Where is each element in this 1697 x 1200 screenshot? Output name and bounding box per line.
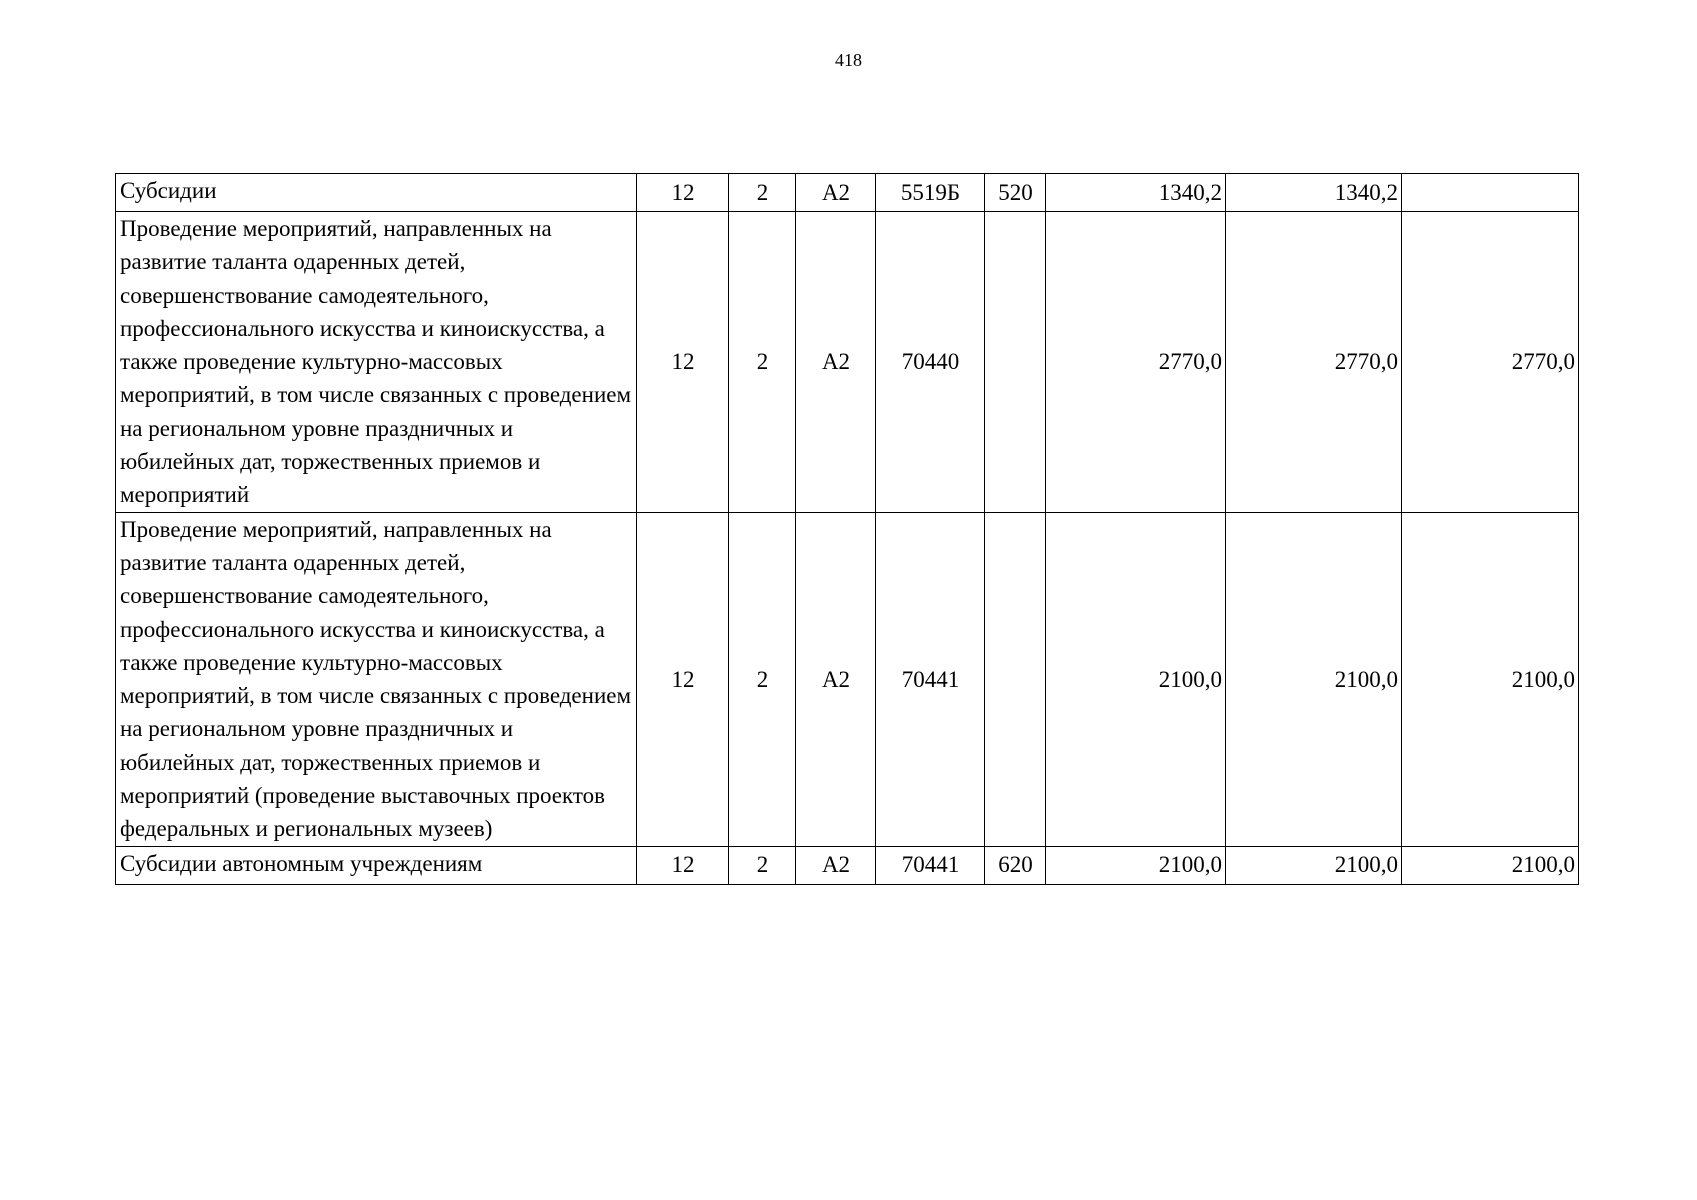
table-row [116, 846, 1579, 884]
sum3-cell: 2770,0 [1402, 212, 1579, 513]
table-row [116, 212, 1579, 513]
section-cell: 2 [729, 212, 796, 513]
chapter-cell: 12 [637, 512, 729, 846]
sum1-cell: 1340,2 [1046, 174, 1226, 212]
row-name-cell: Субсидии [116, 174, 637, 212]
sum3-cell: 2100,0 [1402, 846, 1579, 884]
code-cell: 70441 [876, 846, 985, 884]
sum2-cell: 1340,2 [1226, 174, 1402, 212]
sum2-cell: 2100,0 [1226, 512, 1402, 846]
row-name-cell: Проведение мероприятий, направленных на развитие таланта одаренных детей, совершенствование самодеятельного, профессионального искусства и киноискусства, а также проведение культурно-массовых мероприятий, в том числе связанных с проведением на региональном уровне праздничных и юбилейных дат, торжественных приемов и мероприятий [116, 212, 637, 513]
sum3-cell [1402, 174, 1579, 212]
code-cell: 5519Б [876, 174, 985, 212]
sum1-cell: 2100,0 [1046, 512, 1226, 846]
page-number: 418 [835, 50, 862, 70]
type-cell: 520 [985, 174, 1046, 212]
budget-table [115, 173, 1579, 885]
row-name-cell: Проведение мероприятий, направленных на развитие таланта одаренных детей, совершенствование самодеятельного, профессионального искусства и киноискусства, а также проведение культурно-массовых мероприятий, в том числе связанных с проведением на региональном уровне праздничных и юбилейных дат, торжественных приемов и мероприятий (проведение выставочных проектов федеральных и региональных музеев) [116, 512, 637, 846]
type-cell: 620 [985, 846, 1046, 884]
program-cell: А2 [796, 512, 876, 846]
sum1-cell: 2770,0 [1046, 212, 1226, 513]
program-cell: А2 [796, 846, 876, 884]
sum2-cell: 2770,0 [1226, 212, 1402, 513]
table-row [116, 512, 1579, 846]
section-cell: 2 [729, 512, 796, 846]
type-cell [985, 212, 1046, 513]
chapter-cell: 12 [637, 174, 729, 212]
sum2-cell: 2100,0 [1226, 846, 1402, 884]
code-cell: 70441 [876, 512, 985, 846]
type-cell [985, 512, 1046, 846]
code-cell: 70440 [876, 212, 985, 513]
chapter-cell: 12 [637, 212, 729, 513]
table-row [116, 174, 1579, 212]
section-cell: 2 [729, 174, 796, 212]
chapter-cell: 12 [637, 846, 729, 884]
sum1-cell: 2100,0 [1046, 846, 1226, 884]
row-name-cell: Субсидии автономным учреждениям [116, 846, 637, 884]
sum3-cell: 2100,0 [1402, 512, 1579, 846]
program-cell: А2 [796, 174, 876, 212]
program-cell: А2 [796, 212, 876, 513]
section-cell: 2 [729, 846, 796, 884]
